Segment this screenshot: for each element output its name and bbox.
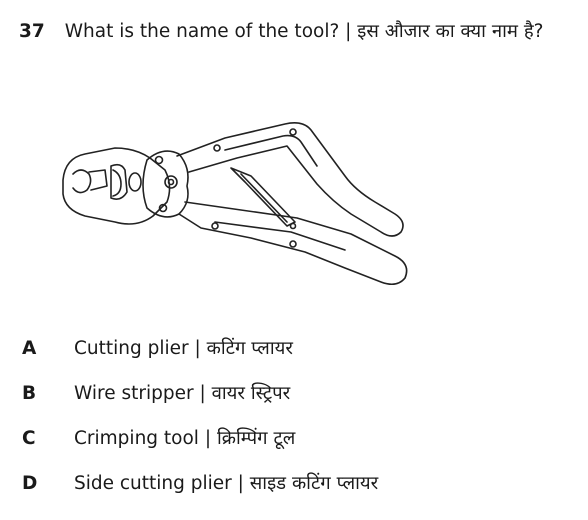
option-text: Crimping tool | क्रिम्पिंग टूल [74,428,296,449]
option-text: Cutting plier | कटिंग प्लायर [74,338,293,359]
question-number: 37 [19,21,45,42]
option-letter: D [22,473,38,494]
answer-option-b[interactable] [22,379,290,409]
question-text: What is the name of the tool? | इस औजार का क्या नाम है? [64,21,544,42]
answer-option-c[interactable] [22,424,295,454]
option-letter: C [22,428,36,449]
option-letter: A [22,338,37,359]
tool-figure [55,110,415,310]
question-text-block [19,10,585,53]
answer-option-d[interactable] [22,469,378,499]
answer-option-a[interactable] [22,334,293,364]
option-text: Side cutting plier | साइड कटिंग प्लायर [74,473,379,494]
crimping-tool-icon [55,110,415,310]
option-text: Wire stripper | वायर स्ट्रिपर [74,383,291,404]
option-letter: B [22,383,37,404]
